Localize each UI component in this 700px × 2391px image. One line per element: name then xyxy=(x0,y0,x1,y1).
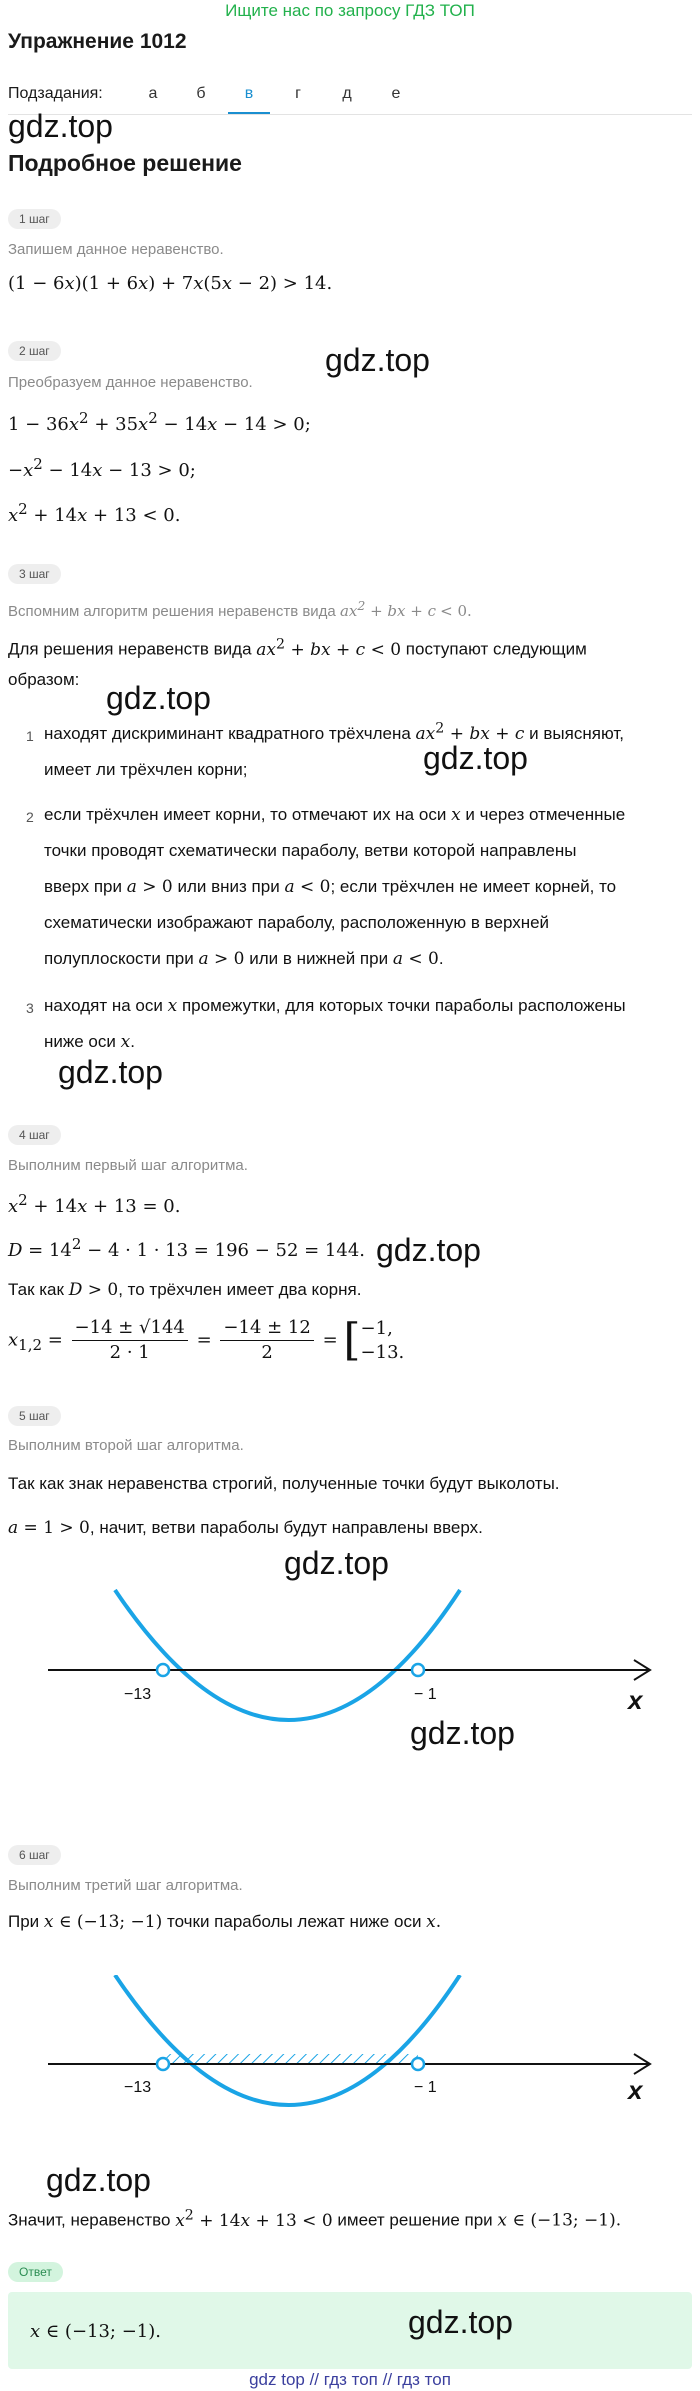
list-item: имеет ли трёхчлен корни; xyxy=(44,760,248,779)
root-point-left xyxy=(157,1664,169,1676)
root-label-left: −13 xyxy=(124,1686,152,1703)
paragraph: Для решения неравенств вида $ax^2$ + bx + c < 0 поступают следующим xyxy=(8,636,587,660)
text: поступают следующим xyxy=(405,639,587,659)
text: Так как xyxy=(8,1280,64,1299)
solution-heading: Подробное решение xyxy=(8,150,242,176)
footer-links[interactable]: gdz top // гдз топ // гдз топ xyxy=(249,2370,451,2389)
list-number: 1 xyxy=(26,728,34,744)
step-note: Запишем данное неравенство. xyxy=(8,241,224,258)
subtab-g[interactable]: г xyxy=(295,85,301,102)
step-note: Вспомним алгоритм решения неравенств вида $ax^2$ + bx + c < 0. xyxy=(8,598,472,620)
root-label-right: − 1 xyxy=(414,1686,437,1703)
axis-label: x xyxy=(628,2075,643,2105)
watermark: gdz.top xyxy=(46,2162,151,2198)
step-badge: 3 шаг xyxy=(8,564,61,584)
list-number: 3 xyxy=(26,1000,34,1016)
text: , то трёхчлен имеет два корня. xyxy=(118,1280,362,1299)
paragraph: При x ∈ (−13; −1) точки параболы лежат ниже оси x. xyxy=(8,1912,442,1932)
step-badge: 2 шаг xyxy=(8,341,61,361)
watermark: gdz.top xyxy=(284,1545,389,1581)
root-label-left: −13 xyxy=(124,2079,152,2096)
paragraph: Так как D > 0, то трёхчлен имеет два корня. xyxy=(8,1280,362,1300)
math-line: (1 − 6x)(1 + 6x) + 7x(5x − 2) > 14. xyxy=(8,273,333,294)
subtab-a[interactable]: а xyxy=(148,85,158,102)
conclusion: Значит, неравенство $x^2 + 14x + 13 < 0$ имеет решение при x ∈ (−13; −1). xyxy=(8,2207,622,2231)
note-text: Вспомним алгоритм решения неравенств вида xyxy=(8,603,336,620)
subtab-v[interactable]: в xyxy=(244,85,254,102)
text: ; если трёхчлен не имеет корней, то xyxy=(330,877,617,896)
step-note: Преобразуем данное неравенство. xyxy=(8,374,253,391)
text: Для решения неравенств вида xyxy=(8,639,252,659)
list-item: вверх при a > 0 или вниз при a < 0; если трёхчлен не имеет корней, то xyxy=(44,877,617,897)
text: точки параболы лежат ниже оси xyxy=(166,1912,422,1931)
text: если трёхчлен имеет корни, то отмечают их на оси xyxy=(44,805,447,824)
solution-hatch xyxy=(163,2054,418,2064)
paragraph: a = 1 > 0, начит, ветви параболы будут направлены вверх. xyxy=(8,1518,483,1538)
step-badge: 5 шаг xyxy=(8,1406,61,1426)
list-number: 2 xyxy=(26,809,34,825)
roots-formula: $x_{1,2}$ = $\frac{-14 \pm √144}{2 \cdot 1}$ = $\frac{-14 \pm 12}{2}$ = [−1, −13. xyxy=(8,1314,405,1366)
math-line: $x^2 + 14x + 13 < 0$. xyxy=(8,500,181,526)
root-point-left xyxy=(157,2058,169,2070)
text: ниже оси xyxy=(44,1032,116,1051)
list-item: находят дискриминант квадратного трёхчлена $ax^2$ + bx + c и выясняют, xyxy=(44,720,624,744)
watermark: gdz.top xyxy=(325,342,430,378)
step-badge: 4 шаг xyxy=(8,1125,61,1145)
answer-value: x ∈ (−13; −1). xyxy=(30,2321,161,2342)
subtasks-label: Подзадания: xyxy=(8,85,103,102)
math-line: $1 - 36x^2 + 35x^2 - 14x - 14 > 0$; xyxy=(8,409,311,435)
parabola-graph-2 xyxy=(0,1975,700,2125)
subtab-e[interactable]: е xyxy=(391,85,401,102)
watermark: gdz.top xyxy=(408,2304,513,2340)
watermark: gdz.top xyxy=(58,1054,163,1090)
text: или вниз при xyxy=(177,877,280,896)
answer-badge: Ответ xyxy=(8,2262,63,2282)
root-point-right xyxy=(412,1664,424,1676)
list-item: находят на оси x промежутки, для которых точки параболы расположены xyxy=(44,996,626,1016)
parabola-graph-1 xyxy=(0,1580,700,1740)
text: . xyxy=(438,949,444,968)
step-note: Выполним первый шаг алгоритма. xyxy=(8,1157,248,1174)
step-badge: 6 шаг xyxy=(8,1845,61,1865)
text: находят дискриминант квадратного трёхчлена xyxy=(44,724,411,743)
paragraph: образом: xyxy=(8,670,80,689)
watermark: gdz.top xyxy=(423,740,528,776)
watermark: gdz.top xyxy=(8,108,113,144)
text: полуплоскости при xyxy=(44,949,194,968)
paragraph: Так как знак неравенства строгий, полученные точки будут выколоты. xyxy=(8,1474,560,1493)
list-item: ниже оси x. xyxy=(44,1032,135,1052)
step-note: Выполним второй шаг алгоритма. xyxy=(8,1437,244,1454)
step-badge: 1 шаг xyxy=(8,209,61,229)
page-title: Упражнение 1012 xyxy=(8,30,187,53)
list-item: точки проводят схематически параболу, ветви которой направлены xyxy=(44,841,577,860)
text: имеет решение при xyxy=(337,2210,493,2230)
root-point-right xyxy=(412,2058,424,2070)
axis-label: x xyxy=(628,1685,643,1715)
root-label-right: − 1 xyxy=(414,2079,437,2096)
math-line: $x^2 + 14x + 13 = 0$. xyxy=(8,1191,181,1217)
math-line: $D = 14^2 - 4 \cdot 1 \cdot 13 = 196 - 52 = 144$. xyxy=(8,1235,366,1261)
watermark: gdz.top xyxy=(106,680,211,716)
parabola-curve xyxy=(115,1975,460,2105)
text: и через отмеченные xyxy=(465,805,626,824)
list-item: схематически изображают параболу, расположенную в верхней xyxy=(44,913,550,932)
text: находят на оси xyxy=(44,996,163,1015)
watermark: gdz.top xyxy=(376,1232,481,1268)
text: вверх при xyxy=(44,877,122,896)
text: или в нижней при xyxy=(249,949,389,968)
parabola-curve xyxy=(115,1590,460,1720)
subtab-b[interactable]: б xyxy=(196,85,206,102)
subtab-d[interactable]: д xyxy=(342,85,352,102)
text: промежутки, для которых точки параболы расположены xyxy=(181,996,626,1015)
text: При xyxy=(8,1912,40,1931)
text: . xyxy=(130,1032,135,1051)
watermark: gdz.top xyxy=(410,1715,515,1751)
math-line: $-x^2 - 14x - 13 > 0$; xyxy=(8,455,196,481)
step-note: Выполним третий шаг алгоритма. xyxy=(8,1877,243,1894)
text: Значит, неравенство xyxy=(8,2210,171,2230)
text: и выясняют, xyxy=(529,724,624,743)
text: , начит, ветви параболы будут направлены вверх. xyxy=(89,1518,483,1537)
promo-banner[interactable]: Ищите нас по запросу ГДЗ ТОП xyxy=(225,1,475,20)
list-item: полуплоскости при a > 0 или в нижней при a < 0. xyxy=(44,949,444,969)
list-item: если трёхчлен имеет корни, то отмечают их на оси x и через отмеченные xyxy=(44,805,626,825)
